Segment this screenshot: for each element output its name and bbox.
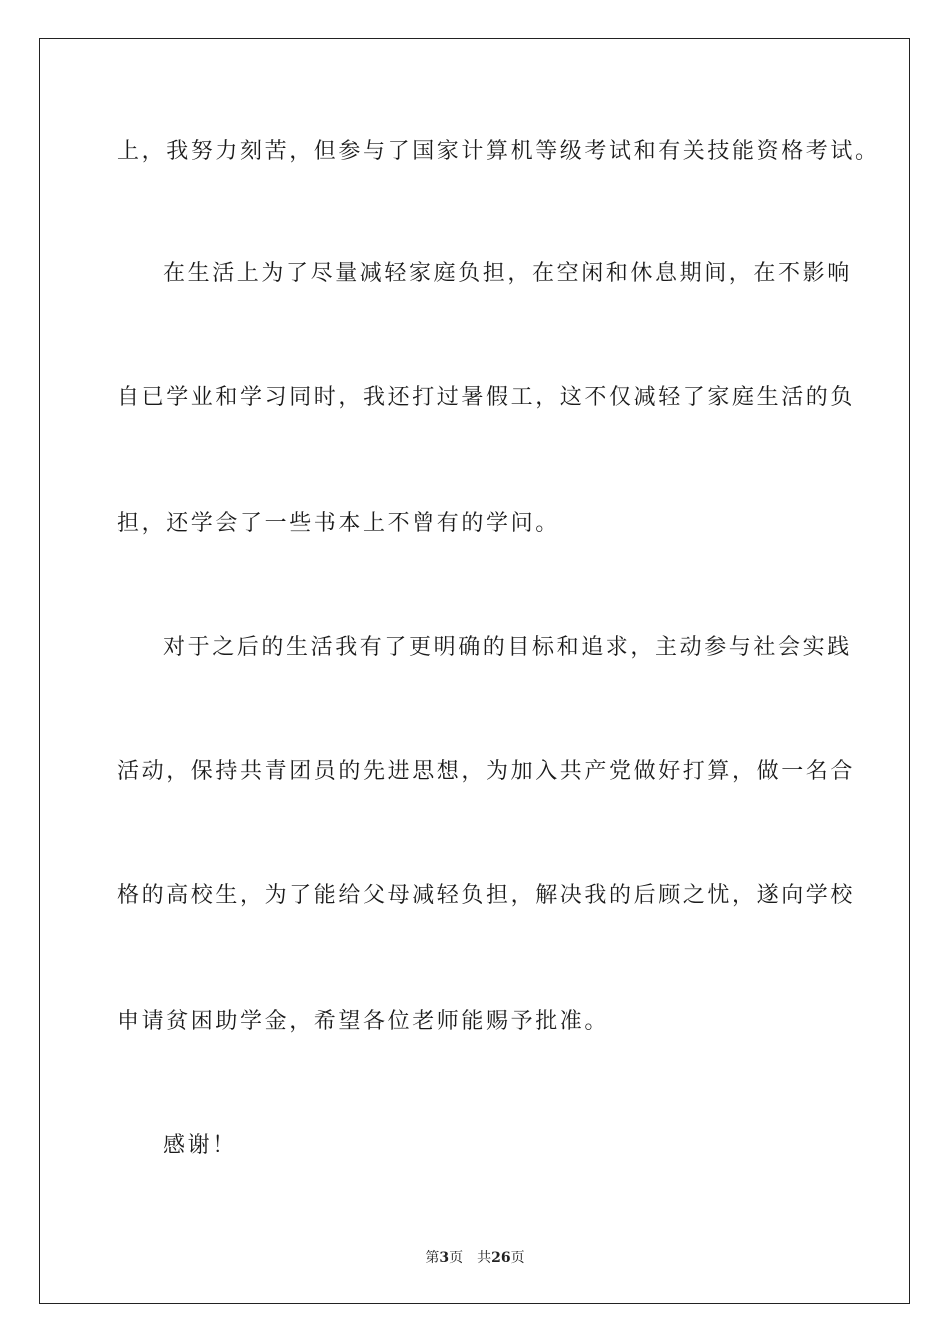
page-prefix: 第 xyxy=(425,1250,440,1266)
body-line-3: 自已学业和学习同时，我还打过暑假工，这不仅减轻了家庭生活的负 xyxy=(117,385,856,410)
body-line-1: 上，我努力刻苦，但参与了国家计算机等级考试和有关技能资格考试。 xyxy=(117,139,880,164)
total-suffix: 页 xyxy=(510,1250,525,1266)
body-line-7: 格的高校生，为了能给父母减轻负担，解决我的后顾之忧，遂向学校 xyxy=(117,883,856,908)
body-line-8: 申请贫困助学金，希望各位老师能赐予批准。 xyxy=(117,1009,610,1034)
page-number: 3 xyxy=(439,1250,450,1266)
closing-thanks: 感谢！ xyxy=(163,1133,237,1158)
page-footer xyxy=(0,1248,950,1268)
body-line-6: 活动，保持共青团员的先进思想，为加入共产党做好打算，做一名合 xyxy=(117,759,856,784)
page-suffix: 页 xyxy=(449,1250,464,1266)
body-line-4: 担，还学会了一些书本上不曾有的学问。 xyxy=(117,511,560,536)
total-pages: 26 xyxy=(491,1250,511,1266)
body-line-2: 在生活上为了尽量减轻家庭负担，在空闲和休息期间，在不影响 xyxy=(163,261,852,286)
page-border xyxy=(39,38,910,1304)
total-prefix: 共 xyxy=(477,1250,492,1266)
body-line-5: 对于之后的生活我有了更明确的目标和追求，主动参与社会实践 xyxy=(163,635,852,660)
